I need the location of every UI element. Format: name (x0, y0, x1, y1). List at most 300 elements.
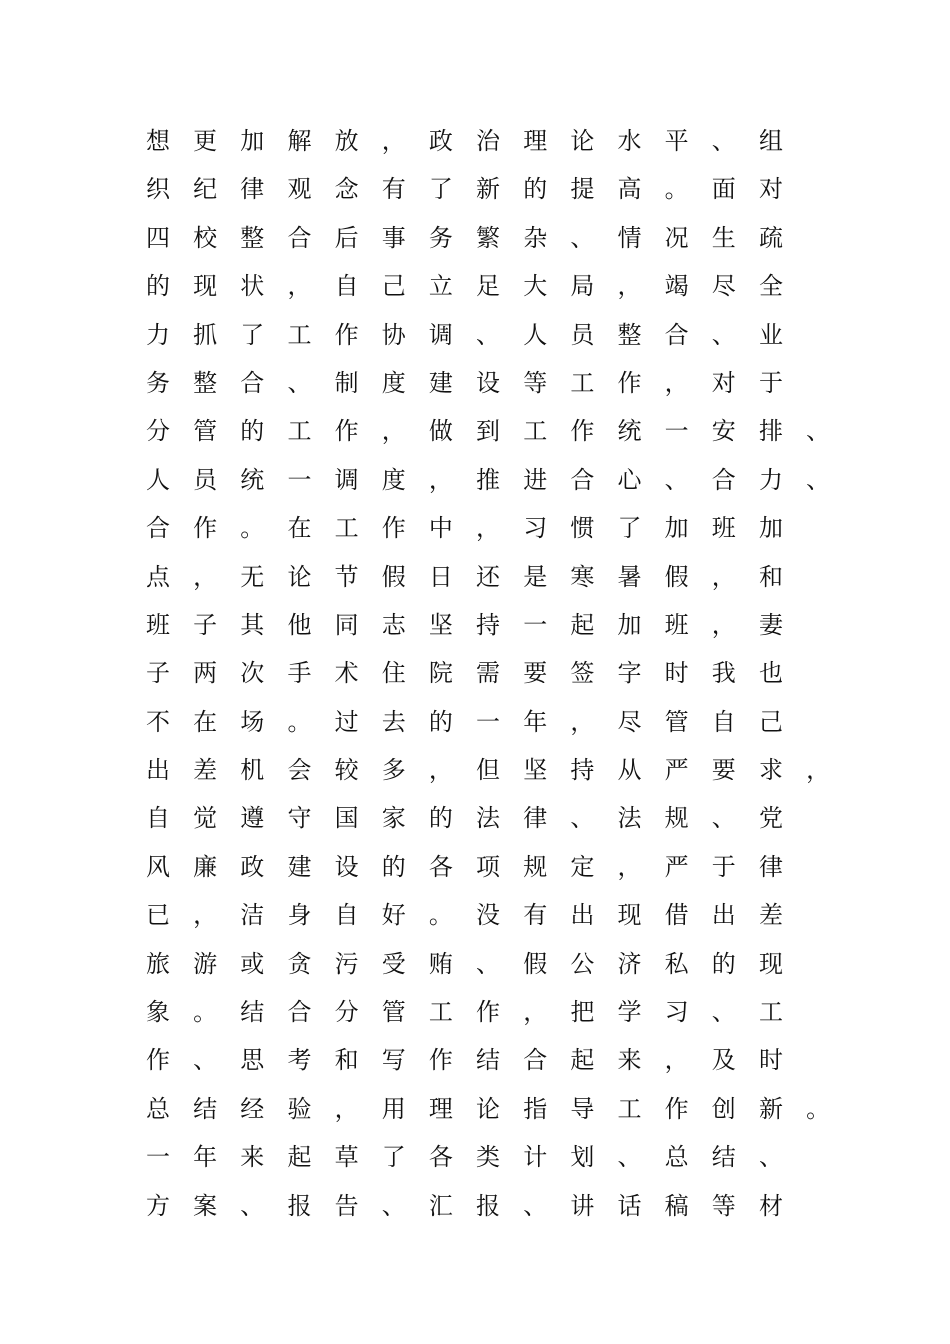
text-char: 妻 (758, 610, 783, 639)
text-char: 节 (334, 562, 359, 591)
text-char: 总 (664, 1143, 689, 1172)
text-line (145, 117, 845, 165)
text-char: 验 (287, 1094, 312, 1123)
text-char: 工 (617, 1094, 642, 1123)
text-char: 好 (381, 901, 406, 930)
text-char: 统 (240, 465, 265, 494)
text-char: ， (193, 901, 218, 930)
text-char: 洁 (240, 901, 265, 930)
text-char: 班 (146, 610, 170, 639)
text-line (145, 649, 845, 697)
text-char: 了 (617, 514, 642, 543)
text-char: 出 (146, 756, 170, 785)
text-char: 子 (193, 610, 218, 639)
text-char: 的 (146, 272, 170, 301)
text-char: 理 (523, 127, 548, 155)
text-char: 暑 (617, 562, 642, 591)
text-char: 持 (570, 756, 595, 785)
text-char: 自 (334, 272, 359, 301)
text-char: 状 (240, 272, 265, 301)
text-char: 纪 (193, 175, 218, 204)
text-char: 日 (428, 562, 453, 591)
text-char: 班 (711, 514, 736, 543)
text-char: 旅 (146, 949, 170, 978)
text-char: 总 (146, 1094, 170, 1123)
text-char: 坚 (428, 610, 453, 639)
text-char: 次 (240, 659, 265, 688)
text-char: 调 (428, 320, 453, 349)
text-char: 提 (570, 175, 595, 204)
text-char: 有 (381, 175, 406, 204)
text-char: 调 (334, 465, 359, 494)
text-char: 的 (523, 175, 548, 204)
text-char: 设 (334, 852, 359, 881)
text-char: 。 (240, 514, 265, 543)
text-char: 结 (476, 1046, 501, 1075)
text-char: 和 (334, 1046, 359, 1075)
text-char: 。 (287, 707, 312, 736)
text-char: 抓 (193, 320, 218, 349)
text-char: 繁 (476, 223, 501, 252)
text-char: 政 (240, 852, 265, 881)
text-char: 校 (193, 223, 218, 252)
text-char: 工 (570, 368, 595, 397)
text-char: 治 (476, 127, 501, 155)
text-char: ， (664, 368, 689, 397)
text-line (145, 940, 845, 988)
text-char: 讲 (570, 1191, 595, 1220)
text-char: 工 (758, 998, 783, 1027)
text-char: 字 (617, 659, 642, 688)
text-char: 、 (476, 949, 501, 978)
text-char: 等 (711, 1191, 736, 1220)
text-char: 已 (146, 901, 170, 930)
text-char: 加 (617, 610, 642, 639)
text-char: 差 (193, 756, 218, 785)
text-char: 来 (617, 1046, 642, 1075)
text-char: 守 (287, 804, 312, 833)
text-char: 合 (523, 1046, 548, 1075)
text-char: 出 (711, 901, 736, 930)
text-char: 较 (334, 756, 359, 785)
text-char: 时 (664, 659, 689, 688)
text-char: 材 (758, 1191, 783, 1220)
text-char: 一 (287, 465, 312, 494)
text-char: 分 (334, 998, 359, 1027)
text-char: 其 (240, 610, 265, 639)
text-char: 推 (476, 465, 501, 494)
text-char: 习 (523, 514, 548, 543)
text-char: ， (711, 562, 736, 591)
text-char: 或 (240, 949, 265, 978)
text-char: 、 (287, 368, 312, 397)
text-char: 分 (146, 417, 170, 446)
text-char: 。 (428, 901, 453, 930)
text-char: 党 (758, 804, 783, 833)
text-char: 作 (664, 1094, 689, 1123)
text-char: 。 (806, 1094, 831, 1123)
text-char: 合 (240, 368, 265, 397)
text-char: 稿 (664, 1191, 689, 1220)
text-char: 做 (428, 417, 453, 446)
text-char: 政 (428, 127, 453, 155)
text-char: 制 (334, 368, 359, 397)
text-char: 来 (240, 1143, 265, 1172)
text-line (145, 359, 845, 407)
text-char: 、 (711, 804, 736, 833)
text-char: 院 (428, 659, 453, 688)
text-char: 疏 (758, 223, 783, 252)
text-char: 了 (381, 1143, 406, 1172)
text-char: 了 (240, 320, 265, 349)
body-text (145, 117, 845, 1230)
text-char: 在 (287, 514, 312, 543)
text-char: 案 (193, 1191, 218, 1220)
text-char: 新 (476, 175, 501, 204)
text-char: 法 (617, 804, 642, 833)
text-char: 要 (711, 756, 736, 785)
text-char: 员 (570, 320, 595, 349)
text-char: 场 (240, 707, 265, 736)
text-char: 员 (193, 465, 218, 494)
text-char: 计 (523, 1143, 548, 1172)
text-char: 汇 (428, 1191, 453, 1220)
text-char: 结 (193, 1094, 218, 1123)
text-char: 经 (240, 1094, 265, 1123)
text-char: 作 (617, 368, 642, 397)
text-char: 一 (664, 417, 689, 446)
text-char: 学 (617, 998, 642, 1027)
text-char: 方 (146, 1191, 170, 1220)
text-char: 风 (146, 852, 170, 881)
text-char: ， (334, 1094, 359, 1123)
text-char: 志 (381, 610, 406, 639)
text-char: 差 (758, 901, 783, 930)
text-char: 对 (711, 368, 736, 397)
text-char: 两 (193, 659, 218, 688)
text-char: 家 (381, 804, 406, 833)
text-char: ， (617, 852, 642, 881)
text-char: 公 (570, 949, 595, 978)
text-char: 签 (570, 659, 595, 688)
text-char: 现 (758, 949, 783, 978)
text-char: 他 (287, 610, 312, 639)
text-char: 需 (476, 659, 501, 688)
text-char: 业 (758, 320, 783, 349)
text-char: 合 (664, 320, 689, 349)
text-char: ， (523, 998, 548, 1027)
text-char: 整 (193, 368, 218, 397)
text-char: 污 (334, 949, 359, 978)
text-char: 局 (570, 272, 595, 301)
text-line (145, 988, 845, 1036)
text-char: 情 (617, 223, 642, 252)
text-char: 惯 (570, 514, 595, 543)
text-char: 设 (476, 368, 501, 397)
text-char: ， (287, 272, 312, 301)
text-char: 、 (193, 1046, 218, 1075)
text-line (145, 214, 845, 262)
text-char: 类 (476, 1143, 501, 1172)
text-char: 、 (523, 1191, 548, 1220)
text-char: 尽 (711, 272, 736, 301)
text-char: 加 (240, 127, 265, 155)
text-char: ， (617, 272, 642, 301)
text-char: 身 (287, 901, 312, 930)
text-char: 、 (711, 998, 736, 1027)
text-char: ， (711, 610, 736, 639)
text-char: 、 (758, 1143, 783, 1172)
text-char: 杂 (523, 223, 548, 252)
text-char: 手 (287, 659, 312, 688)
text-char: 过 (334, 707, 359, 736)
text-char: 统 (617, 417, 642, 446)
text-char: 、 (570, 223, 595, 252)
text-char: 去 (381, 707, 406, 736)
text-char: 管 (664, 707, 689, 736)
text-char: 力 (146, 320, 170, 349)
text-char: 象 (146, 998, 170, 1027)
text-char: 起 (570, 610, 595, 639)
text-char: 私 (664, 949, 689, 978)
text-char: 点 (146, 562, 170, 591)
text-char: 织 (146, 175, 170, 204)
text-char: 高 (617, 175, 642, 204)
text-char: 借 (664, 901, 689, 930)
text-char: 工 (428, 998, 453, 1027)
text-char: 论 (570, 127, 595, 155)
text-char: 工 (287, 417, 312, 446)
text-char: 、 (711, 320, 736, 349)
text-char: 结 (240, 998, 265, 1027)
text-char: 等 (523, 368, 548, 397)
text-char: 律 (758, 852, 783, 881)
text-char: 作 (428, 1046, 453, 1075)
text-char: 创 (711, 1094, 736, 1123)
text-char: 一 (523, 610, 548, 639)
text-char: 水 (617, 127, 642, 155)
text-char: 廉 (193, 852, 218, 881)
text-line (145, 407, 845, 455)
text-char: 作 (334, 417, 359, 446)
text-char: 把 (570, 998, 595, 1027)
text-char: 没 (476, 901, 501, 930)
text-char: 大 (523, 272, 548, 301)
text-char: 无 (240, 562, 265, 591)
text-char: 但 (476, 756, 501, 785)
text-char: 组 (758, 127, 783, 155)
text-char: 的 (381, 852, 406, 881)
text-char: 放 (334, 127, 359, 155)
text-line (145, 1036, 845, 1084)
text-char: 同 (334, 610, 359, 639)
text-char: 、 (570, 804, 595, 833)
text-char: 律 (240, 175, 265, 204)
text-char: 合 (287, 223, 312, 252)
text-char: 和 (758, 562, 783, 591)
text-char: 要 (523, 659, 548, 688)
text-char: 作 (334, 320, 359, 349)
text-char: ， (664, 1046, 689, 1075)
text-char: 生 (711, 223, 736, 252)
text-char: 念 (334, 175, 359, 204)
text-char: 己 (381, 272, 406, 301)
text-line (145, 553, 845, 601)
text-char: 加 (664, 514, 689, 543)
text-char: 项 (476, 852, 501, 881)
text-char: 力 (758, 465, 783, 494)
text-char: 合 (570, 465, 595, 494)
text-char: 合 (287, 998, 312, 1027)
text-char: 思 (240, 1046, 265, 1075)
text-char: 论 (476, 1094, 501, 1123)
text-char: 中 (428, 514, 453, 543)
text-char: 度 (381, 465, 406, 494)
text-char: 起 (570, 1046, 595, 1075)
text-char: 、 (806, 465, 831, 494)
text-char: 、 (664, 465, 689, 494)
text-char: 导 (570, 1094, 595, 1123)
text-char: 多 (381, 756, 406, 785)
text-char: 工 (334, 514, 359, 543)
text-char: 年 (523, 707, 548, 736)
text-char: ， (381, 417, 406, 446)
text-char: 况 (664, 223, 689, 252)
text-char: 考 (287, 1046, 312, 1075)
text-char: 律 (523, 804, 548, 833)
text-char: 假 (381, 562, 406, 591)
text-char: 从 (617, 756, 642, 785)
text-char: 有 (523, 901, 548, 930)
text-char: 更 (193, 127, 218, 155)
text-char: 不 (146, 707, 170, 736)
text-char: 班 (664, 610, 689, 639)
text-char: 合 (711, 465, 736, 494)
text-char: 到 (476, 417, 501, 446)
text-char: 假 (664, 562, 689, 591)
text-char: 于 (711, 852, 736, 881)
text-char: 在 (193, 707, 218, 736)
text-char: 的 (428, 707, 453, 736)
text-line (145, 165, 845, 213)
text-char: ， (381, 127, 406, 155)
text-char: 严 (664, 852, 689, 881)
text-char: 游 (193, 949, 218, 978)
text-char: 自 (146, 804, 170, 833)
text-char: 作 (193, 514, 218, 543)
text-char: 自 (711, 707, 736, 736)
text-line (145, 843, 845, 891)
text-line (145, 262, 845, 310)
text-char: 工 (287, 320, 312, 349)
text-char: 合 (146, 514, 170, 543)
text-char: 受 (381, 949, 406, 978)
text-char: 贿 (428, 949, 453, 978)
text-char: 论 (287, 562, 312, 591)
text-char: 。 (664, 175, 689, 204)
text-char: 还 (476, 562, 501, 591)
text-char: 协 (381, 320, 406, 349)
text-char: 新 (758, 1094, 783, 1123)
text-char: 是 (523, 562, 548, 591)
text-char: 一 (146, 1143, 170, 1172)
text-char: 尽 (617, 707, 642, 736)
text-char: 对 (758, 175, 783, 204)
text-char: 规 (523, 852, 548, 881)
text-char: 、 (806, 417, 831, 446)
text-line (145, 891, 845, 939)
text-char: 观 (287, 175, 312, 204)
text-char: 术 (334, 659, 359, 688)
text-char: 结 (711, 1143, 736, 1172)
text-char: 机 (240, 756, 265, 785)
text-char: 划 (570, 1143, 595, 1172)
text-char: 务 (428, 223, 453, 252)
text-char: 平 (664, 127, 689, 155)
text-char: 我 (711, 659, 736, 688)
text-char: 人 (146, 465, 170, 494)
text-line (145, 698, 845, 746)
text-char: ， (193, 562, 218, 591)
text-char: 作 (146, 1046, 170, 1075)
text-char: 各 (428, 852, 453, 881)
text-char: 作 (570, 417, 595, 446)
text-char: 心 (617, 465, 642, 494)
text-char: 竭 (664, 272, 689, 301)
text-char: 全 (758, 272, 783, 301)
text-char: 了 (428, 175, 453, 204)
text-char: 四 (146, 223, 170, 252)
text-char: 贪 (287, 949, 312, 978)
text-char: 济 (617, 949, 642, 978)
text-char: ， (428, 756, 453, 785)
text-char: 觉 (193, 804, 218, 833)
text-char: 指 (523, 1094, 548, 1123)
text-char: 、 (240, 1191, 265, 1220)
text-char: 住 (381, 659, 406, 688)
text-char: 年 (193, 1143, 218, 1172)
text-char: ， (476, 514, 501, 543)
text-line (145, 1182, 845, 1230)
text-char: 持 (476, 610, 501, 639)
text-char: 管 (381, 998, 406, 1027)
text-char: 现 (193, 272, 218, 301)
text-char: 后 (334, 223, 359, 252)
text-char: 整 (617, 320, 642, 349)
text-char: 排 (758, 417, 783, 446)
text-char: 自 (334, 901, 359, 930)
text-char: 人 (523, 320, 548, 349)
text-char: 的 (428, 804, 453, 833)
text-char: 作 (476, 998, 501, 1027)
text-char: 的 (711, 949, 736, 978)
text-char: 事 (381, 223, 406, 252)
text-char: 严 (664, 756, 689, 785)
text-char: 子 (146, 659, 170, 688)
text-char: 度 (381, 368, 406, 397)
text-char: 一 (476, 707, 501, 736)
text-char: 报 (287, 1191, 312, 1220)
text-char: 管 (193, 417, 218, 446)
text-char: 遵 (240, 804, 265, 833)
text-char: 理 (428, 1094, 453, 1123)
text-char: 定 (570, 852, 595, 881)
text-char: 用 (381, 1094, 406, 1123)
text-char: ， (806, 756, 831, 785)
text-char: 加 (758, 514, 783, 543)
text-char: 也 (758, 659, 783, 688)
text-char: ， (428, 465, 453, 494)
